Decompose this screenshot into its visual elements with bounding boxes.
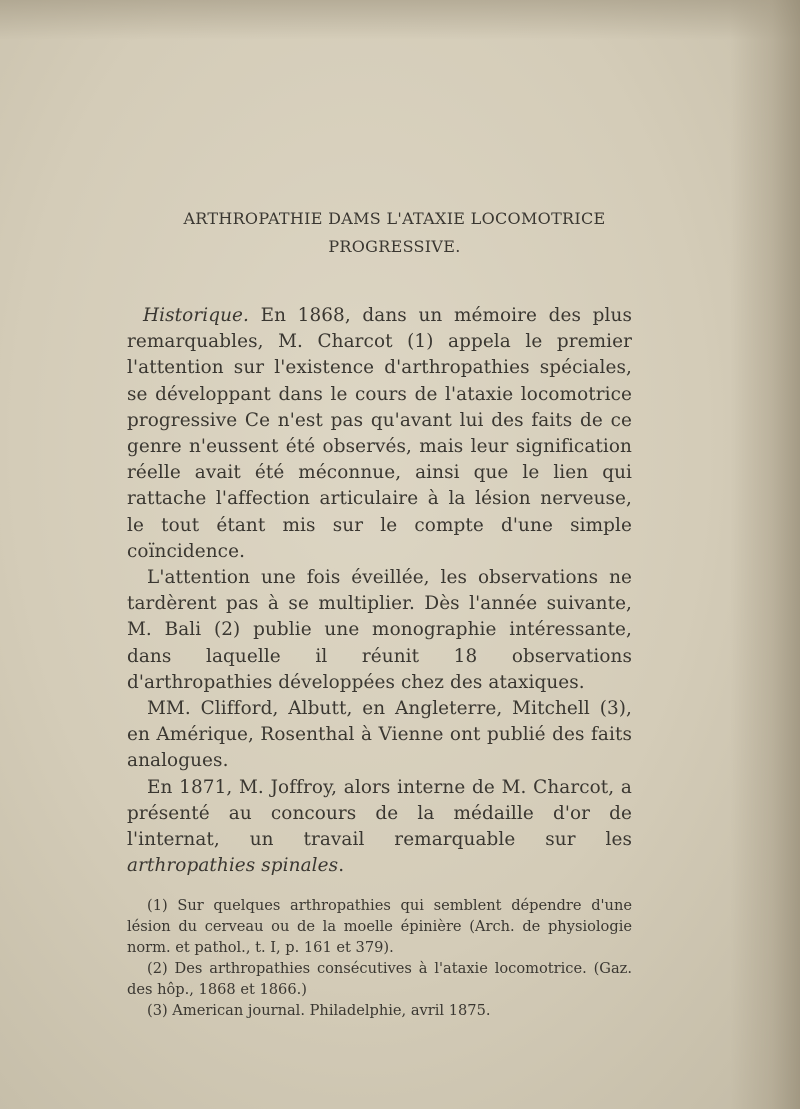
page-text-block (127, 205, 632, 1021)
chapter-title-line-1: ARTHROPATHIE DAMS L'ATAXIE LOCOMOTRICE (183, 209, 606, 228)
footnotes (127, 895, 632, 1021)
paragraph-historique (127, 303, 632, 565)
paragraph-4-end: . (338, 855, 345, 877)
chapter-title (157, 205, 632, 261)
paragraph-4-italic: arthropathies spinales (127, 855, 339, 877)
paragraph-lead-word: Historique. (143, 305, 249, 326)
paragraph-4-text: En 1871, M. Joffroy, alors interne de M. Charcot, a présenté au concours de la médaille d'or de l'internat, un travail remarquable sur les (127, 776, 632, 851)
paragraph-3: MM. Clifford, Albutt, en Angleterre, Mitchell (3), en Amérique, Rosenthal à Vienne ont publié des faits analogues. (127, 698, 632, 772)
page-edge-shadow-top (0, 0, 800, 40)
page-edge-shadow-right (730, 0, 800, 1109)
chapter-title-line-2: PROGRESSIVE. (328, 237, 461, 256)
footnote-1: (1) Sur quelques arthropathies qui semblent dépendre d'une lésion du cerveau ou de la moelle épinière (Arch. de physiologie norm. et pathol., t. I, p. 161 et 379). (127, 897, 632, 957)
footnote-3: (3) American journal. Philadelphie, avril 1875. (147, 1002, 491, 1020)
paragraph-1-text: En 1868, dans un mémoire des plus remarquables, M. Charcot (1) appela le premier l'attention sur l'existence d'arthropathies spéciales, se développant dans le cours de l'ataxie locomotrice progressive Ce n'est pas qu'avant lui des faits de ce genre n'eussent été observés, mais leur signification réelle avait été méconnue, ainsi que le lien qui rattache l'affection articulaire à la lésion nerveuse, le tout étant mis sur le compte d'une simple coïncidence. (127, 305, 632, 562)
paragraph-4 (127, 775, 632, 880)
paragraph-2: L'attention une fois éveillée, les observations ne tardèrent pas à se multiplier. Dès l'année suivante, M. Bali (2) publie une monographie intéressante, dans laquelle il réunit 18 observations d'arthropathies développées chez des ataxiques. (127, 567, 632, 693)
footnote-2: (2) Des arthropathies consécutives à l'ataxie locomotrice. (Gaz. des hôp., 1868 et 1866.) (127, 960, 632, 999)
